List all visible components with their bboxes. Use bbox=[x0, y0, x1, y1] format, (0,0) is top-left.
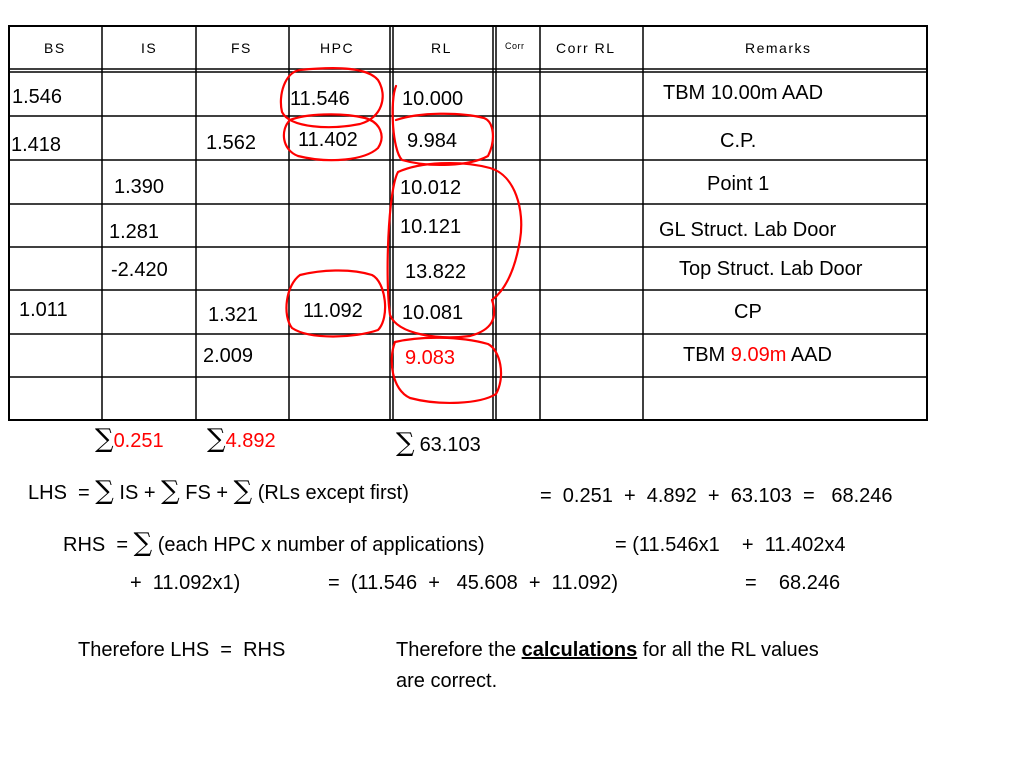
calculations-emphasis: calculations bbox=[521, 639, 638, 661]
row3-remarks: Point 1 bbox=[707, 173, 770, 195]
row6-bs: 1.011 bbox=[19, 299, 68, 321]
row7-fs: 2.009 bbox=[203, 345, 254, 367]
header-rl: RL bbox=[431, 40, 452, 56]
row1-bs: 1.546 bbox=[12, 86, 63, 108]
header-hpc: HPC bbox=[320, 40, 355, 56]
row2-remarks: C.P. bbox=[720, 130, 757, 152]
header-bs: BS bbox=[44, 40, 66, 56]
sigma-symbol: ∑ bbox=[95, 424, 114, 454]
row2-rl: 9.984 bbox=[407, 130, 458, 152]
row2-bs: 1.418 bbox=[11, 134, 62, 156]
row6-fs: 1.321 bbox=[208, 304, 259, 326]
is-sum bbox=[95, 426, 164, 452]
header-corr: Corr bbox=[505, 41, 525, 51]
fs-sum-value: 4.892 bbox=[225, 430, 276, 452]
is-sum-value: 0.251 bbox=[113, 430, 164, 452]
rl-sum bbox=[396, 430, 481, 456]
row4-remarks: GL Struct. Lab Door bbox=[659, 219, 837, 241]
row2-fs: 1.562 bbox=[206, 132, 257, 154]
row1-remarks: TBM 10.00m AAD bbox=[663, 82, 824, 104]
row1-rl: 10.000 bbox=[402, 88, 464, 110]
row5-rl: 13.822 bbox=[405, 261, 467, 283]
conclusion-statement-line2: are correct. bbox=[396, 670, 498, 692]
header-fs: FS bbox=[231, 40, 252, 56]
rhs-calculation-2b: = (11.546 + 45.608 + 11.092) bbox=[328, 572, 619, 594]
sigma-symbol: ∑ bbox=[396, 428, 415, 458]
rl-sum-value: 63.103 bbox=[419, 434, 481, 456]
row1-hpc: 11.546 bbox=[290, 88, 350, 110]
row4-rl: 10.121 bbox=[400, 216, 462, 238]
header-remarks: Remarks bbox=[745, 40, 812, 56]
header-is: IS bbox=[141, 40, 158, 56]
row6-rl: 10.081 bbox=[402, 302, 464, 324]
row3-is: 1.390 bbox=[114, 176, 165, 198]
row6-remarks: CP bbox=[734, 301, 762, 323]
rhs-formula: RHS = ∑ (each HPC x number of applications) bbox=[63, 528, 485, 558]
rhs-calculation-2a: + 11.092x1) bbox=[130, 572, 241, 594]
row5-remarks: Top Struct. Lab Door bbox=[679, 258, 863, 280]
row6-hpc: 11.092 bbox=[303, 300, 363, 322]
rhs-calculation-1: = (11.546x1 + 11.402x4 bbox=[615, 534, 846, 556]
row7-remarks-red: 9.09m bbox=[730, 344, 787, 366]
row5-is: -2.420 bbox=[111, 259, 168, 281]
conclusion-statement: Therefore the calculations for all the RL values bbox=[396, 639, 819, 661]
row4-is: 1.281 bbox=[109, 221, 160, 243]
sigma-symbol: ∑ bbox=[207, 424, 226, 454]
lhs-formula: LHS = ∑ IS + ∑ FS + ∑ (RLs except first) bbox=[28, 476, 409, 506]
conclusion-lhs-rhs: Therefore LHS = RHS bbox=[78, 639, 286, 661]
fs-sum bbox=[207, 426, 276, 452]
row2-hpc: 11.402 bbox=[298, 129, 358, 151]
lhs-calculation: = 0.251 + 4.892 + 63.103 = 68.246 bbox=[540, 485, 893, 507]
row3-rl: 10.012 bbox=[400, 177, 462, 199]
header-corr-rl: Corr RL bbox=[556, 40, 616, 56]
row7-remarks: TBM 9.09m AAD bbox=[683, 344, 832, 366]
rhs-calculation-2c: = 68.246 bbox=[745, 572, 841, 594]
row7-rl: 9.083 bbox=[405, 347, 456, 369]
